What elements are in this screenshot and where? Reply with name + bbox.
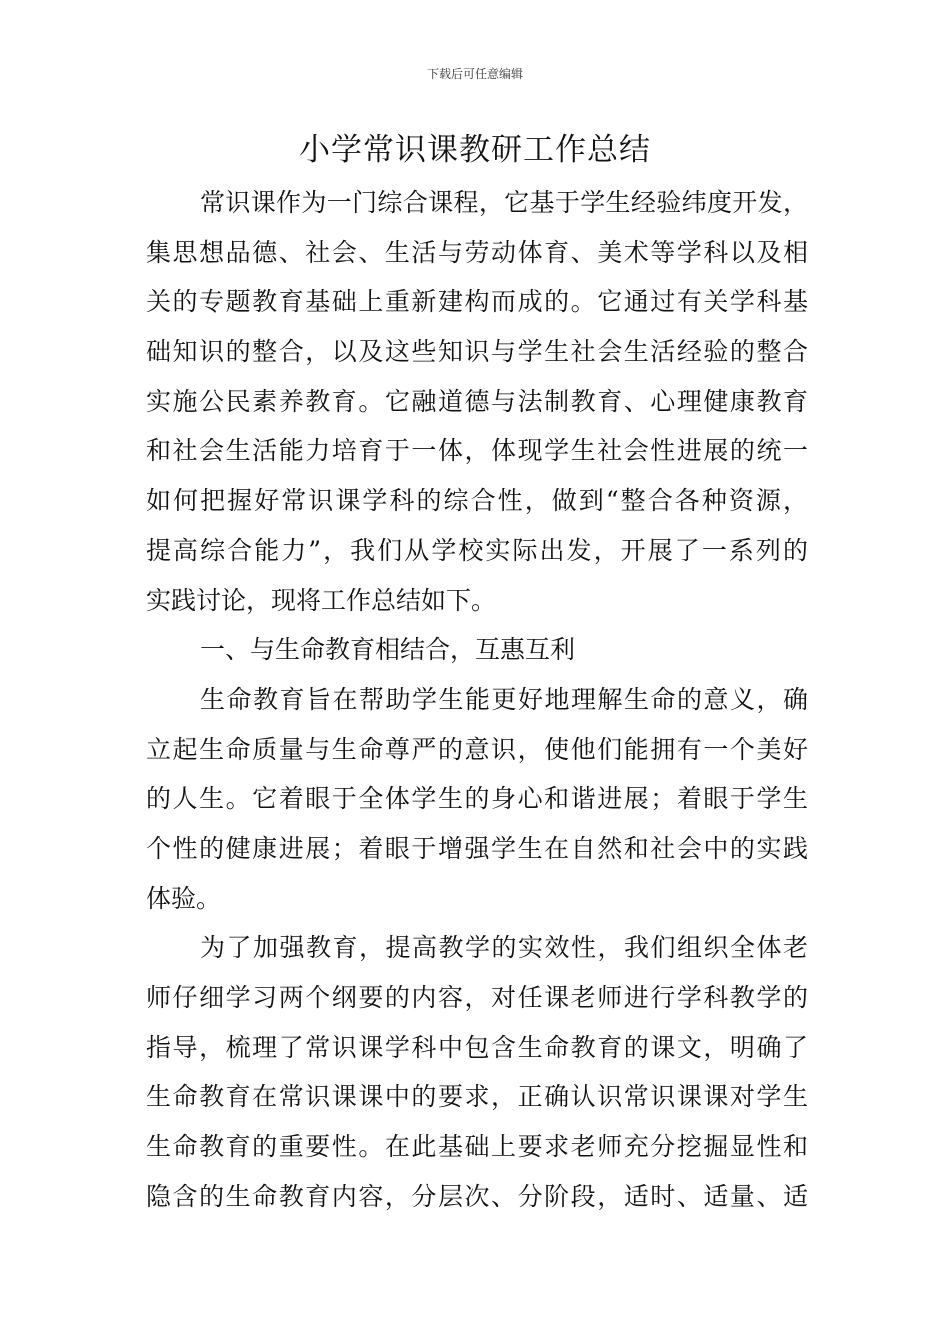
text-line: 关的专题教育基础上重新建构而成的。它通过有关学科基 (146, 287, 808, 317)
text-line: 生命教育在常识课课中的要求，正确认识常识课课对学生 (146, 1082, 808, 1112)
text-line: 的人生。它着眼于全体学生的身心和谐进展；着眼于学生 (146, 784, 808, 814)
text-line: 个性的健康进展；着眼于增强学生在自然和社会中的实践 (146, 833, 808, 863)
text-line: 实施公民素养教育。它融道德与法制教育、心理健康教育 (146, 386, 808, 416)
document-body (146, 178, 808, 1221)
text-line: 提高综合能力”，我们从学校实际出发，开展了一系列的 (146, 535, 808, 565)
text-line: 为了加强教育，提高教学的实效性，我们组织全体老 (200, 933, 808, 963)
page-header: 下载后可任意编辑 (426, 67, 523, 81)
text-line: 立起生命质量与生命尊严的意识，使他们能拥有一个美好 (146, 734, 808, 764)
text-line: 如何把握好常识课学科的综合性，做到“整合各种资源， (146, 486, 808, 516)
text-line: 生命教育旨在帮助学生能更好地理解生命的意义，确 (200, 684, 808, 714)
text-line: 一、与生命教育相结合，互惠互利 (200, 635, 576, 665)
text-line: 集思想品德、社会、生活与劳动体育、美术等学科以及相 (146, 237, 808, 267)
text-line: 生命教育的重要性。在此基础上要求老师充分挖掘显性和 (146, 1132, 808, 1162)
text-line: 师仔细学习两个纲要的内容，对任课老师进行学科教学的 (146, 983, 808, 1012)
text-line: 和社会生活能力培育于一体，体现学生社会性进展的统一 (146, 436, 808, 466)
text-line: 础知识的整合，以及这些知识与学生社会生活经验的整合 (146, 337, 808, 367)
text-line: 体验。 (146, 883, 222, 913)
document-title: 小学常识课教研工作总结 (299, 132, 651, 168)
text-line: 实践讨论，现将工作总结如下。 (146, 585, 497, 615)
text-line: 隐含的生命教育内容，分层次、分阶段，适时、适量、适 (146, 1181, 808, 1211)
text-line: 常识课作为一门综合课程，它基于学生经验纬度开发， (200, 188, 808, 217)
text-line: 指导，梳理了常识课学科中包含生命教育的课文，明确了 (146, 1032, 808, 1062)
